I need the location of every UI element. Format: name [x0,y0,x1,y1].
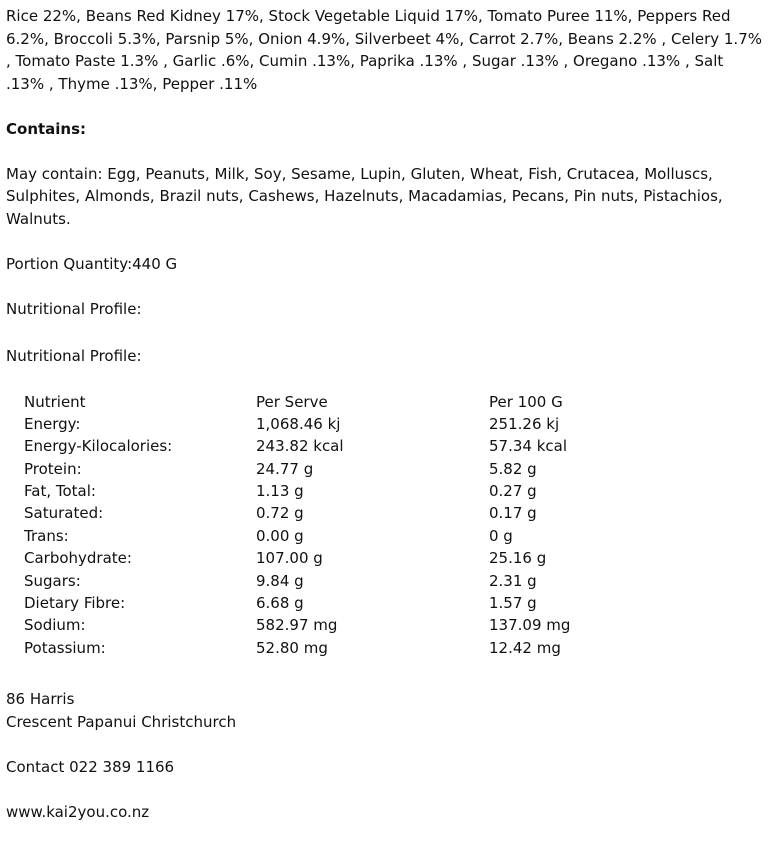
spacer [6,275,763,298]
nutrient-name: Protein: [24,459,82,478]
per-100g-value: 2.31 g [489,571,537,590]
per-100g-value: 0 g [489,526,513,545]
per-100g-value: 0.17 g [489,504,537,523]
address-block [6,688,763,733]
spacer [6,320,763,345]
nutrient-name: Carbohydrate: [24,549,132,568]
per-serve-value: 1,068.46 kj [256,414,341,433]
per-serve-value: 243.82 kcal [256,437,344,456]
per-serve-value: 9.84 g [256,571,304,590]
contains-heading: Contains: [6,119,87,138]
per-serve-value: 6.68 g [256,594,304,613]
spacer [6,230,763,253]
per-serve-value: 24.77 g [256,459,314,478]
spacer [6,95,763,118]
ingredients-text: Rice 22%, Beans Red Kidney 17%, Stock Vegetable Liquid 17%, Tomato Puree 11%, Peppers Red 6.2%, Broccoli 5.3%, Parsnip 5%, Onion 4.9%, Silverbeet 4%, Carrot 2.7%, Beans 2.2% , Celery 1.7% , Tomato Paste 1.3% , Garlic .6%, Cumin .13%, Paprika .13% , Sugar .13% , Oregano .13% , Salt .13% , Thyme .13%, Pepper .11% [6,7,762,93]
per-100g-value: 57.34 kcal [489,437,568,456]
table-row [24,435,624,457]
nutrient-name: Potassium: [24,638,106,657]
table-row [24,637,624,659]
portion-quantity: Portion Quantity:440 G [6,254,178,273]
website-link[interactable]: www.kai2you.co.nz [6,802,150,821]
table-row [24,525,624,547]
nutrient-name: Fat, Total: [24,482,96,501]
table-row [24,592,624,614]
table-row [24,458,624,480]
nutrient-name: Sodium: [24,616,86,635]
table-row [24,547,624,569]
table-row [24,502,624,524]
header-per-100g: Per 100 G [489,392,563,411]
nutritional-profile-heading-2: Nutritional Profile: [6,347,142,365]
per-serve-value: 0.00 g [256,526,304,545]
nutrient-name: Saturated: [24,504,104,523]
table-row [24,614,624,636]
nutrition-table-header [24,391,624,413]
header-per-serve: Per Serve [256,392,328,411]
spacer [6,140,763,163]
nutrition-table [24,391,624,660]
table-row [24,413,624,435]
per-100g-value: 137.09 mg [489,616,571,635]
per-100g-value: 5.82 g [489,459,537,478]
address-line-1: 86 Harris [6,690,75,709]
per-serve-value: 1.13 g [256,482,304,501]
nutrient-name: Sugars: [24,571,81,590]
nutrient-name: Energy-Kilocalories: [24,437,173,456]
contact-phone: Contact 022 389 1166 [6,757,175,776]
nutrient-name: Dietary Fibre: [24,594,126,613]
per-100g-value: 25.16 g [489,549,547,568]
per-100g-value: 1.57 g [489,594,537,613]
per-100g-value: 0.27 g [489,482,537,501]
may-contain-text: May contain: Egg, Peanuts, Milk, Soy, Sesame, Lupin, Gluten, Wheat, Fish, Crutacea, Molluscs, Sulphites, Almonds, Brazil nuts, Cashews, Hazelnuts, Macadamias, Pecans, Pin nuts, Pistachios, Walnuts. [6,164,723,228]
address-line-2: Crescent Papanui Christchurch [6,712,237,731]
nutrient-name: Energy: [24,414,81,433]
header-nutrient: Nutrient [24,392,86,411]
spacer [6,733,763,756]
label-document [6,5,763,823]
nutritional-profile-heading: Nutritional Profile: [6,299,142,318]
per-serve-value: 0.72 g [256,504,304,523]
per-serve-value: 52.80 mg [256,638,328,657]
per-100g-value: 12.42 mg [489,638,561,657]
per-serve-value: 107.00 g [256,549,323,568]
per-100g-value: 251.26 kj [489,414,560,433]
table-row [24,480,624,502]
table-row [24,570,624,592]
per-serve-value: 582.97 mg [256,616,338,635]
nutrient-name: Trans: [24,526,69,545]
spacer [6,778,763,801]
